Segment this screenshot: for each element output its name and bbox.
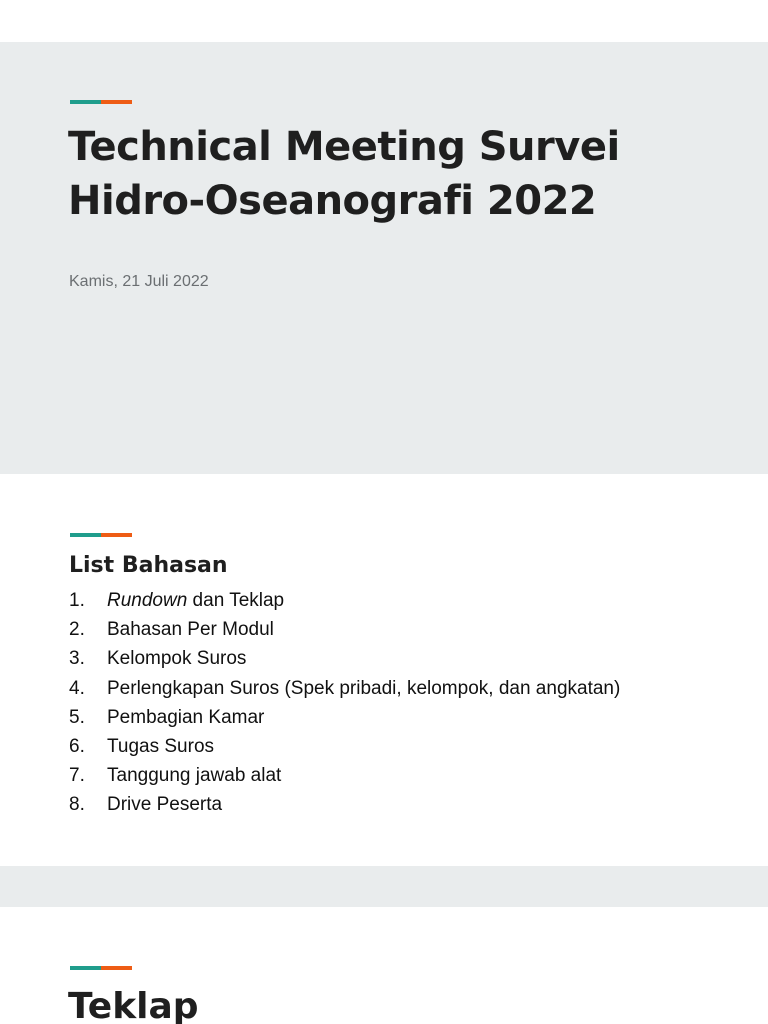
list-item-number: 7. xyxy=(69,765,85,787)
list-item xyxy=(69,615,620,644)
title-line-2: Hidro-Oseanografi 2022 xyxy=(68,178,597,224)
list-item-text: Kelompok Suros xyxy=(107,648,247,670)
teklap-slide[interactable] xyxy=(0,907,768,1024)
list-item xyxy=(69,674,620,703)
accent-bar xyxy=(70,100,132,104)
list-item-emphasis: Rundown xyxy=(107,590,188,611)
list-heading: List Bahasan xyxy=(69,553,228,578)
list-item xyxy=(69,703,620,732)
accent-bar xyxy=(70,533,132,537)
list-item-number: 6. xyxy=(69,735,85,757)
list-item-number: 1. xyxy=(69,590,85,611)
list-item-text: Tanggung jawab alat xyxy=(107,765,282,787)
accent-bar-teal xyxy=(70,100,101,104)
previous-slide-edge xyxy=(0,0,768,42)
title-slide[interactable] xyxy=(0,42,768,474)
list-item-number: 5. xyxy=(69,706,85,728)
accent-bar-orange xyxy=(101,966,132,970)
list-item-number: 3. xyxy=(69,648,85,670)
title-line-1: Technical Meeting Survei xyxy=(68,124,620,170)
accent-bar-teal xyxy=(70,533,101,537)
accent-bar-orange xyxy=(101,533,132,537)
list-item xyxy=(69,761,620,790)
list-item-text: Tugas Suros xyxy=(107,735,215,757)
topic-list xyxy=(69,586,620,820)
page-title xyxy=(68,120,708,228)
list-item-number: 2. xyxy=(69,619,85,641)
list-item-text: Bahasan Per Modul xyxy=(107,619,274,641)
list-item xyxy=(69,586,620,615)
list-item-number: 4. xyxy=(69,677,85,699)
accent-bar-teal xyxy=(70,966,101,970)
topic-list-slide[interactable] xyxy=(0,474,768,866)
meeting-date: Kamis, 21 Juli 2022 xyxy=(69,273,209,290)
list-item xyxy=(69,644,620,673)
list-item xyxy=(69,732,620,761)
teklap-heading: Teklap xyxy=(68,986,199,1024)
accent-bar xyxy=(70,966,132,970)
list-item-number: 8. xyxy=(69,794,85,816)
accent-bar-orange xyxy=(101,100,132,104)
list-item-text: dan Teklap xyxy=(187,590,285,611)
list-item-text: Drive Peserta xyxy=(107,794,223,816)
list-item-text: Perlengkapan Suros (Spek pribadi, kelompok, dan angkatan) xyxy=(107,677,621,699)
list-item xyxy=(69,790,620,819)
list-item-text: Pembagian Kamar xyxy=(107,706,265,728)
